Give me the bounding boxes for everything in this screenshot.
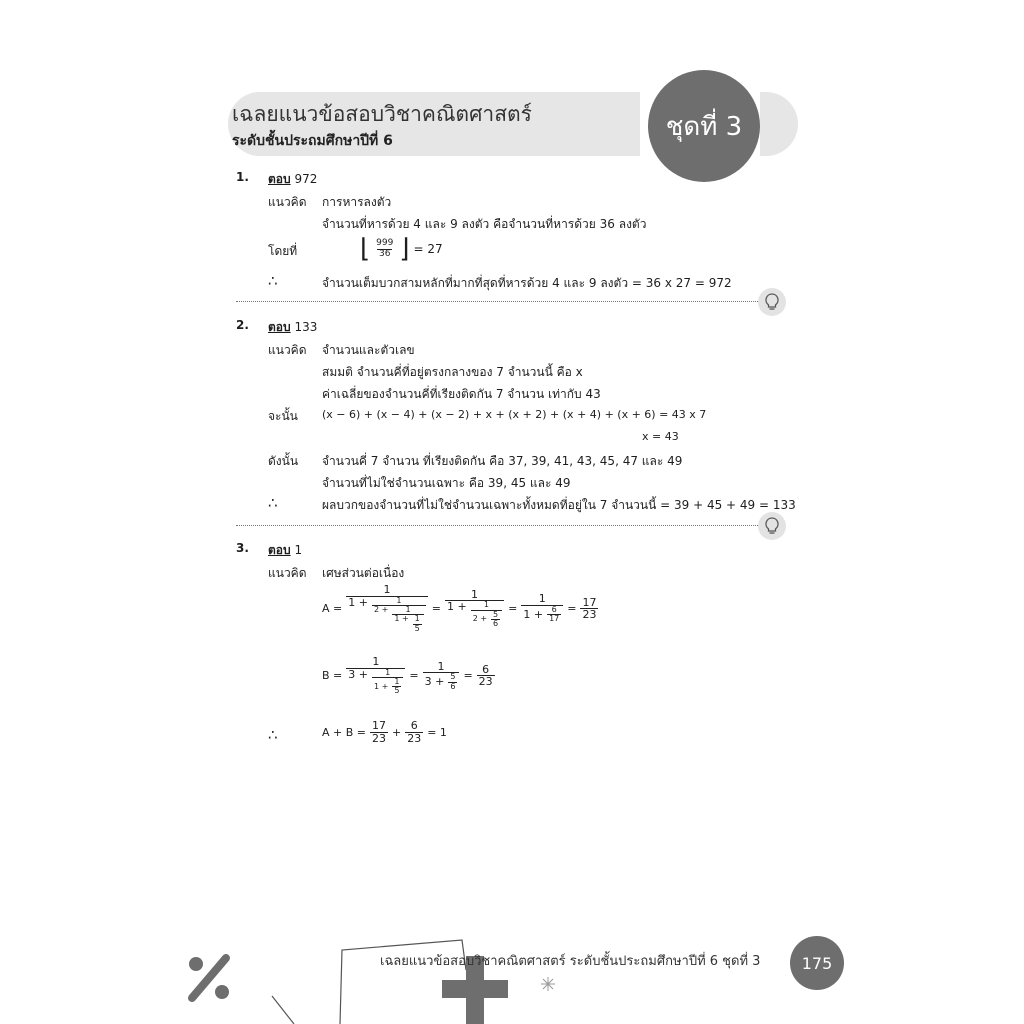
percent-icon [189, 957, 229, 999]
denominator: 5 [394, 686, 400, 696]
footer-decoration [180, 930, 520, 1024]
nested-fraction [491, 611, 500, 629]
q1-concept: การหารลงตัว [322, 195, 392, 209]
denominator: 6 [493, 619, 499, 629]
lightbulb-icon [758, 512, 786, 540]
nested-fraction [392, 678, 401, 696]
equals: = [431, 602, 441, 616]
q3-final [322, 720, 447, 744]
separator-2 [236, 525, 758, 526]
term: 2 + [373, 604, 389, 614]
q3-answer: 1 [294, 543, 303, 557]
q1-conclusion: จำนวนเต็มบวกสามหลักที่มากที่สุดที่หารด้วย 4 และ 9 ลงตัว = 36 x 27 = 972 [322, 276, 732, 290]
term: 1 + [348, 595, 368, 609]
nested-fraction [372, 597, 426, 634]
q2-x-result: x = 43 [642, 430, 679, 443]
footer-text: เฉลยแนวข้อสอบวิชาคณิตศาสตร์ ระดับชั้นประถมศึกษาปีที่ 6 ชุดที่ 3 [380, 954, 761, 969]
page-title: เฉลยแนวข้อสอบวิชาคณิตศาสตร์ [232, 102, 532, 126]
term: 1 + [394, 614, 409, 624]
numerator: 1 [414, 614, 420, 624]
q2-equation: (x − 6) + (x − 4) + (x − 2) + x + (x + 2) + (x + 4) + (x + 6) = 43 x 7 [322, 408, 707, 421]
term: 3 + [348, 667, 368, 681]
q3-a-result [580, 597, 598, 621]
numerator: 6 [410, 719, 418, 732]
q1-therefore: ∴ [268, 272, 278, 290]
lightbulb-icon [758, 288, 786, 316]
denominator: 17 [549, 614, 560, 624]
q3-therefore: ∴ [268, 726, 278, 744]
nested-fraction [547, 606, 561, 624]
denominator: 6 [450, 681, 456, 691]
term: 2 + [472, 614, 488, 624]
q3-number: 3. [236, 541, 249, 555]
nested-fraction [392, 606, 423, 633]
term: 1 + [523, 608, 544, 622]
denominator [423, 672, 460, 691]
numerator: 6 [551, 604, 557, 614]
numerator: 1 [437, 659, 445, 673]
equals: = [567, 602, 577, 616]
term: 1 + [446, 600, 467, 614]
q3-a-frac2 [445, 589, 504, 629]
q3-answer-label: ตอบ [268, 543, 291, 557]
page-subtitle: ระดับชั้นประถมศึกษาปีที่ 6 [232, 133, 393, 149]
q1-line1: จำนวนที่หารด้วย 4 และ 9 ลงตัว คือจำนวนที่หารด้วย 36 ลงตัว [322, 217, 647, 231]
equals: = [508, 602, 518, 616]
q1-concept-label: แนวคิด [268, 195, 307, 209]
separator-1 [236, 301, 758, 302]
floor-left-bracket: ⌊ [360, 234, 371, 264]
numerator: 1 [405, 604, 411, 614]
numerator: 5 [493, 609, 499, 619]
denominator: 5 [414, 623, 420, 633]
q2-answer-label: ตอบ [268, 320, 291, 334]
q3-concept-label: แนวคิด [268, 566, 307, 580]
q2-therefore: ∴ [268, 494, 278, 512]
q3-b-frac2 [423, 661, 460, 691]
page-number: 175 [790, 936, 844, 990]
numerator: 1 [483, 600, 489, 610]
equals: = [463, 669, 473, 683]
numerator: 1 [538, 592, 546, 606]
asterisk-icon [540, 976, 556, 992]
q3-final-prefix: A + B = [322, 725, 366, 739]
q3-b-result [477, 664, 495, 688]
denominator [445, 600, 504, 628]
denominator [521, 605, 563, 624]
q1-answer: 972 [294, 172, 318, 186]
q2-line2: ค่าเฉลี่ยของจำนวนคี่ที่เรียงติดกัน 7 จำนวน เท่ากับ 43 [322, 387, 601, 401]
q3-final-result: = 1 [427, 725, 447, 739]
q2-conclusion: ผลบวกของจำนวนที่ไม่ใช่จำนวนเฉพาะทั้งหมดที่อยู่ใน 7 จำนวนนี้ = 39 + 45 + 49 = 133 [322, 498, 796, 512]
denominator [392, 614, 423, 633]
q2-answer: 133 [294, 320, 318, 334]
q1-since-label: โดยที่ [268, 244, 298, 258]
q3-a-frac1 [346, 584, 428, 633]
numerator: 5 [450, 672, 456, 682]
denominator [372, 605, 426, 633]
q1-floor-expression [360, 236, 443, 262]
numerator: 6 [482, 662, 490, 676]
numerator: 1 [394, 676, 400, 686]
q1-floor-fraction [374, 239, 395, 259]
numerator: 1 [471, 587, 479, 601]
q2-number: 2. [236, 318, 249, 332]
q3-a-frac3 [521, 593, 563, 623]
q2-thus-label: ดังนั้น [268, 454, 299, 468]
floor-right-bracket: ⌋ [399, 234, 410, 264]
denominator [346, 668, 405, 696]
numerator: 1 [396, 595, 402, 605]
nested-fraction [448, 673, 457, 691]
denominator: 23 [407, 731, 422, 745]
denominator: 23 [372, 731, 386, 745]
numerator: 17 [372, 719, 386, 732]
nested-fraction [372, 669, 403, 696]
set-badge: ชุดที่ 3 [648, 70, 760, 182]
q3-b-frac1 [346, 656, 405, 696]
term: 1 + [373, 681, 389, 691]
q3-a-label: A = [322, 602, 343, 616]
q3-a-expression [322, 584, 598, 633]
q3-b-label: B = [322, 669, 343, 683]
q1-number: 1. [236, 170, 249, 184]
nested-fraction [413, 615, 422, 633]
q3-final-a [370, 720, 388, 744]
q2-concept: จำนวนและตัวเลข [322, 343, 415, 357]
q2-line1: สมมติ จำนวนคี่ที่อยู่ตรงกลางของ 7 จำนวนนี้ คือ x [322, 365, 583, 379]
q2-concept-label: แนวคิด [268, 343, 307, 357]
numerator: 1 [383, 583, 391, 596]
q3-b-expression [322, 656, 495, 696]
q1-floor-denominator: 36 [379, 248, 391, 259]
q2-line3: จำนวนคี่ 7 จำนวน ที่เรียงติดกัน คือ 37, 39, 41, 43, 45, 47 และ 49 [322, 454, 683, 468]
numerator: 17 [582, 595, 597, 609]
q2-so-label: จะนั้น [268, 409, 298, 423]
q2-line4: จำนวนที่ไม่ใช่จำนวนเฉพาะ คือ 39, 45 และ 49 [322, 476, 571, 490]
equals: = [409, 669, 419, 683]
term: 3 + [424, 675, 445, 689]
numerator: 1 [385, 667, 391, 677]
denominator [346, 596, 428, 634]
q1-floor-numerator: 999 [376, 238, 394, 249]
q3-concept: เศษส่วนต่อเนื่อง [322, 566, 405, 580]
nested-fraction [471, 601, 502, 628]
denominator [471, 610, 502, 629]
denominator: 23 [478, 675, 493, 689]
denominator: 23 [582, 608, 597, 622]
plus-sign: + [392, 725, 402, 739]
numerator: 1 [372, 655, 380, 668]
q1-answer-label: ตอบ [268, 172, 291, 186]
q1-floor-result: = 27 [413, 242, 443, 256]
q3-final-b [405, 720, 423, 744]
denominator [372, 677, 403, 696]
